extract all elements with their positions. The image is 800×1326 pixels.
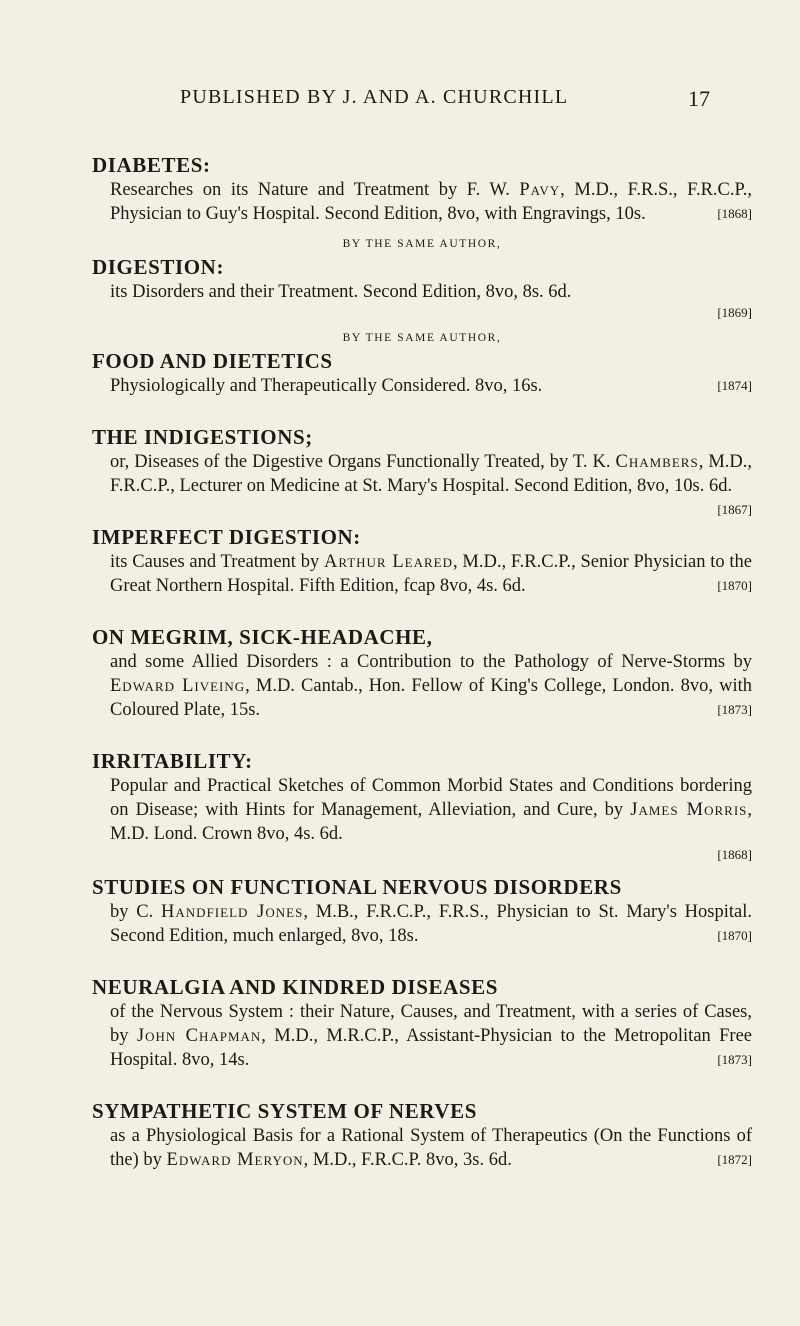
book-entry-neuralgia — [92, 974, 752, 1072]
book-description: its Disorders and their Treatment. Second Edition, 8vo, 8s. 6d. — [110, 282, 572, 302]
book-entry-functional-nervous-disorders — [92, 874, 752, 948]
book-entry-indigestions — [92, 424, 753, 517]
catalogue-number: [1868] — [717, 206, 752, 221]
catalogue-number: [1868] — [717, 847, 752, 862]
book-description: of the Nervous System : their Nature, Causes, and Treatment, with a series of Cases, by John Chapman, M.D., M.R.C.P., Assistant-Physician to the Metropolitan Free Hospital. 8vo, 14s. [1873] — [110, 1002, 753, 1070]
author-name: Pavy — [519, 180, 561, 200]
author-name: Edward Liveing — [110, 676, 246, 696]
running-header — [180, 86, 710, 116]
book-title: NEURALGIA AND KINDRED DISEASES — [92, 975, 499, 999]
book-title: IRRITABILITY: — [92, 749, 253, 773]
book-description: and some Allied Disorders : a Contribution to the Pathology of Nerve-Storms by Edward Liveing, M.D. Cantab., Hon. Fellow of King's College, London. 8vo, with Coloured Plate, 15s. [1873] — [110, 652, 752, 720]
book-description: its Causes and Treatment by Arthur Leared, M.D., F.R.C.P., Senior Physician to the Great Northern Hospital. Fifth Edition, fcap 8vo, 4s. 6d. [1870] — [110, 552, 752, 596]
author-name: John Chapman — [136, 1026, 262, 1046]
book-description: or, Diseases of the Digestive Organs Functionally Treated, by T. K. Chambers, M.D., F.R.C.P., Lecturer on Medicine at St. Mary's Hospital. Second Edition, 8vo, 10s. 6d. [1867] — [110, 450, 752, 498]
book-entry-diabetes — [92, 152, 752, 226]
book-description: by C. Handfield Jones, M.B., F.R.C.P., F.R.S., Physician to St. Mary's Hospital. Second Edition, much enlarged, 8vo, 18s. [1870] — [110, 902, 752, 946]
book-title: THE INDIGESTIONS; — [92, 425, 313, 449]
book-description: Physiologically and Therapeutically Considered. 8vo, 16s. [1874] — [110, 376, 752, 396]
catalogue-number: [1870] — [717, 578, 752, 593]
book-title: ON MEGRIM, SICK-HEADACHE, — [92, 625, 433, 649]
book-list — [92, 152, 752, 1172]
book-title: SYMPATHETIC SYSTEM OF NERVES — [92, 1099, 477, 1123]
author-name: Chambers — [615, 452, 699, 472]
author-name: James Morris — [630, 800, 748, 820]
book-description: as a Physiological Basis for a Rational System of Therapeutics (On the Functions of the) by Edward Meryon, M.D., F.R.C.P. 8vo, 3s. 6d. [1872] — [110, 1126, 752, 1170]
catalogue-number: [1870] — [717, 928, 752, 943]
book-entry-irritability — [92, 748, 752, 864]
catalogue-number: [1873] — [717, 702, 752, 717]
book-entry-food-dietetics — [92, 332, 752, 398]
catalogue-number: [1872] — [717, 1152, 752, 1167]
by-same-author: BY THE SAME AUTHOR, — [342, 332, 502, 344]
catalogue-number: [1869] — [717, 305, 752, 320]
publisher-header: PUBLISHED BY J. AND A. CHURCHILL — [180, 86, 569, 108]
book-title: STUDIES ON FUNCTIONAL NERVOUS DISORDERS — [92, 875, 622, 899]
catalogue-number: [1873] — [717, 1052, 752, 1067]
book-description: Researches on its Nature and Treatment by F. W. Pavy, M.D., F.R.S., F.R.C.P., Physician to Guy's Hospital. Second Edition, 8vo, with Engravings, 10s. [1868] — [110, 180, 752, 224]
book-entry-sympathetic-system — [92, 1098, 752, 1172]
book-entry-megrim — [92, 624, 752, 722]
page-number: 17 — [688, 86, 710, 111]
catalogue-number: [1874] — [717, 378, 752, 393]
book-title: IMPERFECT DIGESTION: — [92, 525, 361, 549]
book-title: DIGESTION: — [92, 255, 225, 279]
author-name: Arthur Leared — [323, 552, 453, 572]
catalogue-number: [1867] — [717, 502, 752, 517]
book-title: DIABETES: — [92, 153, 211, 177]
by-same-author: BY THE SAME AUTHOR, — [342, 238, 502, 250]
book-entry-digestion — [92, 238, 752, 322]
author-name: Handfield Jones — [161, 902, 304, 922]
book-description: Popular and Practical Sketches of Common Morbid States and Conditions bordering on Disease; with Hints for Management, Alleviation, and Cure, by James Morris, M.D. Lond. Crown 8vo, 4s. 6d. — [110, 776, 752, 844]
book-title: FOOD AND DIETETICS — [92, 349, 333, 373]
book-entry-imperfect-digestion — [92, 524, 752, 598]
author-name: Edward Meryon — [166, 1150, 304, 1170]
